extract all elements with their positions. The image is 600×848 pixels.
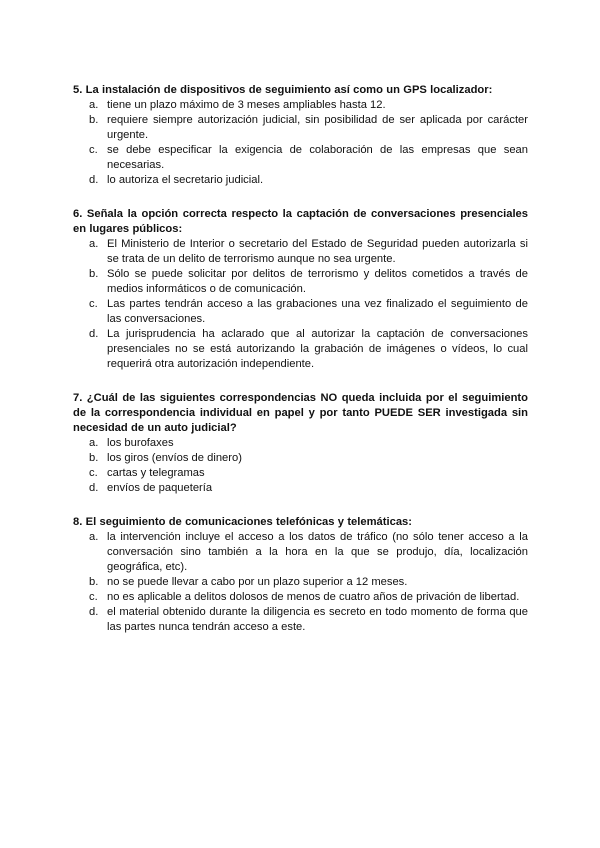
option-d	[73, 481, 528, 496]
option-text: se debe especificar la exigencia de colaboración de las empresas que sean necesarias.	[107, 144, 528, 171]
option-b	[73, 575, 528, 590]
option-b	[73, 267, 528, 297]
document-page	[73, 83, 528, 654]
option-text: la intervención incluye el acceso a los datos de tráfico (no sólo tener acceso a la conversación sino también a la hora en la que se produjo, día, localización geográfica, etc).	[107, 531, 528, 573]
option-letter: c.	[89, 298, 98, 310]
option-a	[73, 530, 528, 575]
option-d	[73, 173, 528, 188]
question-8	[73, 515, 528, 635]
option-c	[73, 466, 528, 481]
option-list	[73, 237, 528, 372]
option-letter: c.	[89, 467, 98, 479]
option-text: lo autoriza el secretario judicial.	[107, 174, 264, 186]
option-list	[73, 436, 528, 496]
option-text: El Ministerio de Interior o secretario del Estado de Seguridad pueden autorizarla si se trata de un delito de terrorismo aunque no sea urgente.	[107, 238, 528, 265]
option-text: los giros (envíos de dinero)	[107, 452, 242, 464]
option-letter: a.	[89, 99, 99, 111]
option-b	[73, 113, 528, 143]
option-text: Las partes tendrán acceso a las grabaciones una vez finalizado el seguimiento de las conversaciones.	[107, 298, 528, 325]
option-text: envíos de paquetería	[107, 482, 213, 494]
option-c	[73, 590, 528, 605]
option-list	[73, 98, 528, 188]
option-letter: d.	[89, 174, 99, 186]
option-b	[73, 451, 528, 466]
option-c	[73, 297, 528, 327]
option-text: requiere siempre autorización judicial, sin posibilidad de ser aplicada por carácter urgente.	[107, 114, 528, 141]
option-text: el material obtenido durante la diligencia es secreto en todo momento de forma que las partes nunca tendrán acceso a este.	[107, 606, 528, 633]
option-letter: d.	[89, 328, 99, 340]
question-title: 7. ¿Cuál de las siguientes correspondencias NO queda incluida por el seguimiento de la correspondencia individual en papel y por tanto PUEDE SER investigada sin necesidad de un auto judicial?	[73, 392, 528, 434]
option-letter: b.	[89, 114, 99, 126]
option-letter: a.	[89, 531, 99, 543]
option-d	[73, 605, 528, 635]
option-letter: c.	[89, 591, 98, 603]
question-5	[73, 83, 528, 188]
question-6	[73, 207, 528, 372]
option-letter: b.	[89, 576, 99, 588]
option-letter: b.	[89, 268, 99, 280]
question-title: 5. La instalación de dispositivos de seguimiento así como un GPS localizador:	[73, 84, 493, 96]
option-d	[73, 327, 528, 372]
option-c	[73, 143, 528, 173]
option-letter: a.	[89, 238, 99, 250]
question-title: 6. Señala la opción correcta respecto la captación de conversaciones presenciales en lugares públicos:	[73, 208, 528, 235]
option-text: cartas y telegramas	[107, 467, 205, 479]
option-a	[73, 436, 528, 451]
option-letter: c.	[89, 144, 98, 156]
option-text: no se puede llevar a cabo por un plazo superior a 12 meses.	[107, 576, 408, 588]
option-letter: b.	[89, 452, 99, 464]
option-letter: d.	[89, 482, 99, 494]
option-text: no es aplicable a delitos dolosos de menos de cuatro años de privación de libertad.	[107, 591, 520, 603]
option-a	[73, 98, 528, 113]
option-text: Sólo se puede solicitar por delitos de terrorismo y delitos cometidos a través de medios informáticos o de comunicación.	[107, 268, 528, 295]
option-list	[73, 530, 528, 635]
question-7	[73, 391, 528, 496]
option-text: La jurisprudencia ha aclarado que al autorizar la captación de conversaciones presenciales no se está autorizando la grabación de imágenes o vídeos, lo cual requerirá otra autorización independiente.	[107, 328, 528, 370]
option-text: tiene un plazo máximo de 3 meses ampliables hasta 12.	[107, 99, 386, 111]
option-letter: a.	[89, 437, 99, 449]
option-letter: d.	[89, 606, 99, 618]
question-title: 8. El seguimiento de comunicaciones telefónicas y telemáticas:	[73, 516, 413, 528]
option-text: los burofaxes	[107, 437, 174, 449]
option-a	[73, 237, 528, 267]
